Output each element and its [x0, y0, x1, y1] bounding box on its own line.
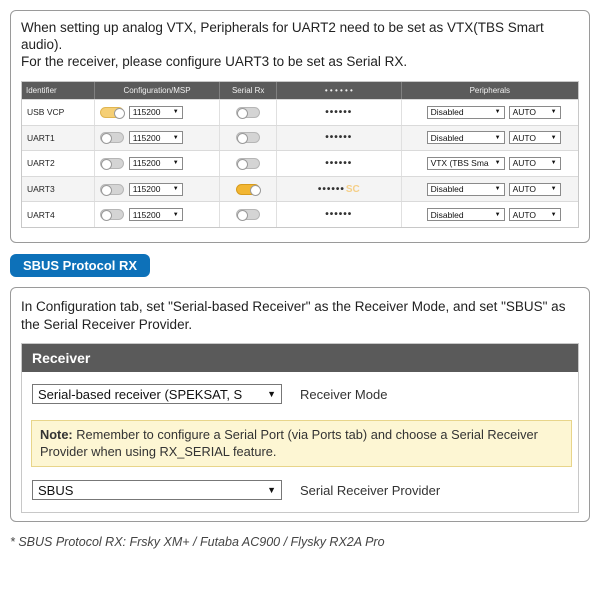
port-config-cell: [95, 177, 221, 202]
port-config-cell: [95, 202, 221, 227]
port-identifier: UART2: [22, 151, 95, 176]
chevron-down-icon: ▼: [172, 109, 179, 116]
msp-toggle[interactable]: [100, 184, 124, 195]
receiver-provider-field: [32, 480, 440, 500]
telemetry-value: ••••••: [325, 209, 353, 221]
footnote: * SBUS Protocol RX: Frsky XM+ / Futaba AC900 / Flysky RX2A Pro: [10, 535, 385, 549]
receiver-intro: In Configuration tab, set "Serial-based Receiver" as the Receiver Mode, and set "SBUS" as the Serial Receiver Provider.: [21, 299, 566, 332]
peripheral-value: Disabled: [430, 107, 464, 118]
baud-select[interactable]: [129, 106, 183, 119]
receiver-card-title: Receiver: [22, 344, 578, 372]
port-identifier: UART4: [22, 202, 95, 227]
peripheral-speed-select[interactable]: [509, 131, 561, 144]
peripheral-select[interactable]: [427, 157, 505, 170]
telemetry-value: ••••••: [325, 132, 353, 144]
baud-value: 115200: [132, 107, 161, 118]
peripheral-speed-value: AUTO: [512, 132, 537, 143]
port-row: [22, 125, 578, 151]
chevron-down-icon: ▼: [494, 109, 501, 116]
port-serial-rx-cell: [220, 177, 277, 202]
port-config-cell: [95, 126, 221, 151]
port-identifier: UART1: [22, 126, 95, 151]
receiver-provider-value: SBUS: [38, 482, 74, 498]
ports-instructions-panel: [10, 10, 590, 243]
port-peripherals-cell: [402, 202, 578, 227]
baud-value: 115200: [132, 209, 161, 220]
telemetry-value: ••••••: [325, 157, 353, 169]
port-row: [22, 99, 578, 125]
port-telemetry-cell: [277, 100, 402, 125]
baud-select[interactable]: [129, 157, 183, 170]
baud-select[interactable]: [129, 208, 183, 221]
peripheral-value: Disabled: [430, 209, 464, 220]
ports-intro-line: When setting up analog VTX, Peripherals for UART2 need to be set as VTX(TBS Smart audio).: [21, 20, 544, 52]
header-identifier: Identifier: [22, 82, 95, 99]
peripheral-value: Disabled: [430, 132, 464, 143]
peripheral-select[interactable]: [427, 183, 505, 196]
chevron-down-icon: ▼: [550, 109, 557, 116]
header-telemetry: • • • • • •: [277, 82, 402, 99]
port-telemetry-cell: [277, 126, 402, 151]
chevron-down-icon: ▼: [550, 134, 557, 141]
chevron-down-icon: ▼: [267, 485, 276, 495]
chevron-down-icon: ▼: [550, 211, 557, 218]
note-prefix: Note:: [40, 427, 73, 442]
chevron-down-icon: ▼: [550, 186, 557, 193]
baud-select[interactable]: [129, 131, 183, 144]
peripheral-select[interactable]: [427, 106, 505, 119]
port-peripherals-cell: [402, 151, 578, 176]
baud-select[interactable]: [129, 183, 183, 196]
port-peripherals-cell: [402, 100, 578, 125]
chevron-down-icon: ▼: [172, 134, 179, 141]
serial-receiver-note: [31, 420, 572, 467]
receiver-mode-select[interactable]: [32, 384, 282, 404]
ports-table: [21, 81, 579, 228]
peripheral-speed-select[interactable]: [509, 183, 561, 196]
ports-intro-line: For the receiver, please configure UART3 to be set as Serial RX.: [21, 54, 408, 69]
port-config-cell: [95, 100, 221, 125]
peripheral-speed-select[interactable]: [509, 106, 561, 119]
msp-toggle[interactable]: [100, 132, 124, 143]
watermark: SC: [345, 183, 360, 195]
peripheral-select[interactable]: [427, 208, 505, 221]
peripheral-speed-value: AUTO: [512, 107, 537, 118]
chevron-down-icon: ▼: [494, 160, 501, 167]
port-serial-rx-cell: [220, 202, 277, 227]
port-identifier: USB VCP: [22, 100, 95, 125]
note-text: Remember to configure a Serial Port (via Ports tab) and choose a Serial Receiver Provider when using RX_SERIAL feature.: [40, 427, 538, 459]
ports-intro: [21, 19, 581, 70]
baud-value: 115200: [132, 132, 161, 143]
receiver-card: [21, 343, 579, 513]
port-telemetry-cell: [277, 177, 402, 202]
port-row: [22, 150, 578, 176]
serial-rx-toggle[interactable]: [236, 158, 260, 169]
header-configuration: Configuration/MSP: [95, 82, 221, 99]
ports-table-header: [22, 82, 578, 99]
telemetry-value: ••••••: [317, 183, 345, 195]
baud-value: 115200: [132, 184, 161, 195]
serial-rx-toggle[interactable]: [236, 209, 260, 220]
header-serial-rx: Serial Rx: [220, 82, 277, 99]
ports-table-body: [22, 99, 578, 227]
peripheral-value: Disabled: [430, 184, 464, 195]
chevron-down-icon: ▼: [267, 389, 276, 399]
port-peripherals-cell: [402, 126, 578, 151]
msp-toggle[interactable]: [100, 209, 124, 220]
receiver-provider-label: Serial Receiver Provider: [300, 482, 441, 498]
chevron-down-icon: ▼: [550, 160, 557, 167]
port-identifier: UART3: [22, 177, 95, 202]
port-serial-rx-cell: [220, 126, 277, 151]
chevron-down-icon: ▼: [494, 211, 501, 218]
peripheral-select[interactable]: [427, 131, 505, 144]
receiver-mode-value: Serial-based receiver (SPEKSAT, S: [38, 386, 243, 402]
port-telemetry-cell: [277, 202, 402, 227]
chevron-down-icon: ▼: [172, 160, 179, 167]
port-telemetry-cell: [277, 151, 402, 176]
peripheral-speed-value: AUTO: [512, 158, 537, 169]
port-row: [22, 176, 578, 202]
port-serial-rx-cell: [220, 100, 277, 125]
receiver-mode-label: Receiver Mode: [300, 386, 388, 402]
serial-rx-toggle[interactable]: [236, 107, 260, 118]
receiver-instructions-panel: [10, 287, 590, 522]
port-serial-rx-cell: [220, 151, 277, 176]
chevron-down-icon: ▼: [494, 134, 501, 141]
peripheral-speed-value: AUTO: [512, 184, 537, 195]
port-config-cell: [95, 151, 221, 176]
header-peripherals: Peripherals: [469, 86, 511, 95]
serial-rx-toggle[interactable]: [236, 184, 260, 195]
peripheral-value: VTX (TBS Sma: [430, 158, 489, 169]
sbus-protocol-badge: SBUS Protocol RX: [10, 254, 150, 277]
peripheral-speed-select[interactable]: [509, 157, 561, 170]
msp-toggle[interactable]: [100, 158, 124, 169]
peripheral-speed-select[interactable]: [509, 208, 561, 221]
receiver-provider-select[interactable]: [32, 480, 282, 500]
peripheral-speed-value: AUTO: [512, 209, 537, 220]
receiver-mode-field: [32, 384, 387, 404]
msp-toggle[interactable]: [100, 107, 124, 118]
chevron-down-icon: ▼: [172, 211, 179, 218]
telemetry-value: ••••••: [325, 106, 353, 118]
chevron-down-icon: ▼: [494, 186, 501, 193]
serial-rx-toggle[interactable]: [236, 132, 260, 143]
chevron-down-icon: ▼: [172, 186, 179, 193]
port-peripherals-cell: [402, 177, 578, 202]
baud-value: 115200: [132, 158, 161, 169]
port-row: [22, 201, 578, 227]
